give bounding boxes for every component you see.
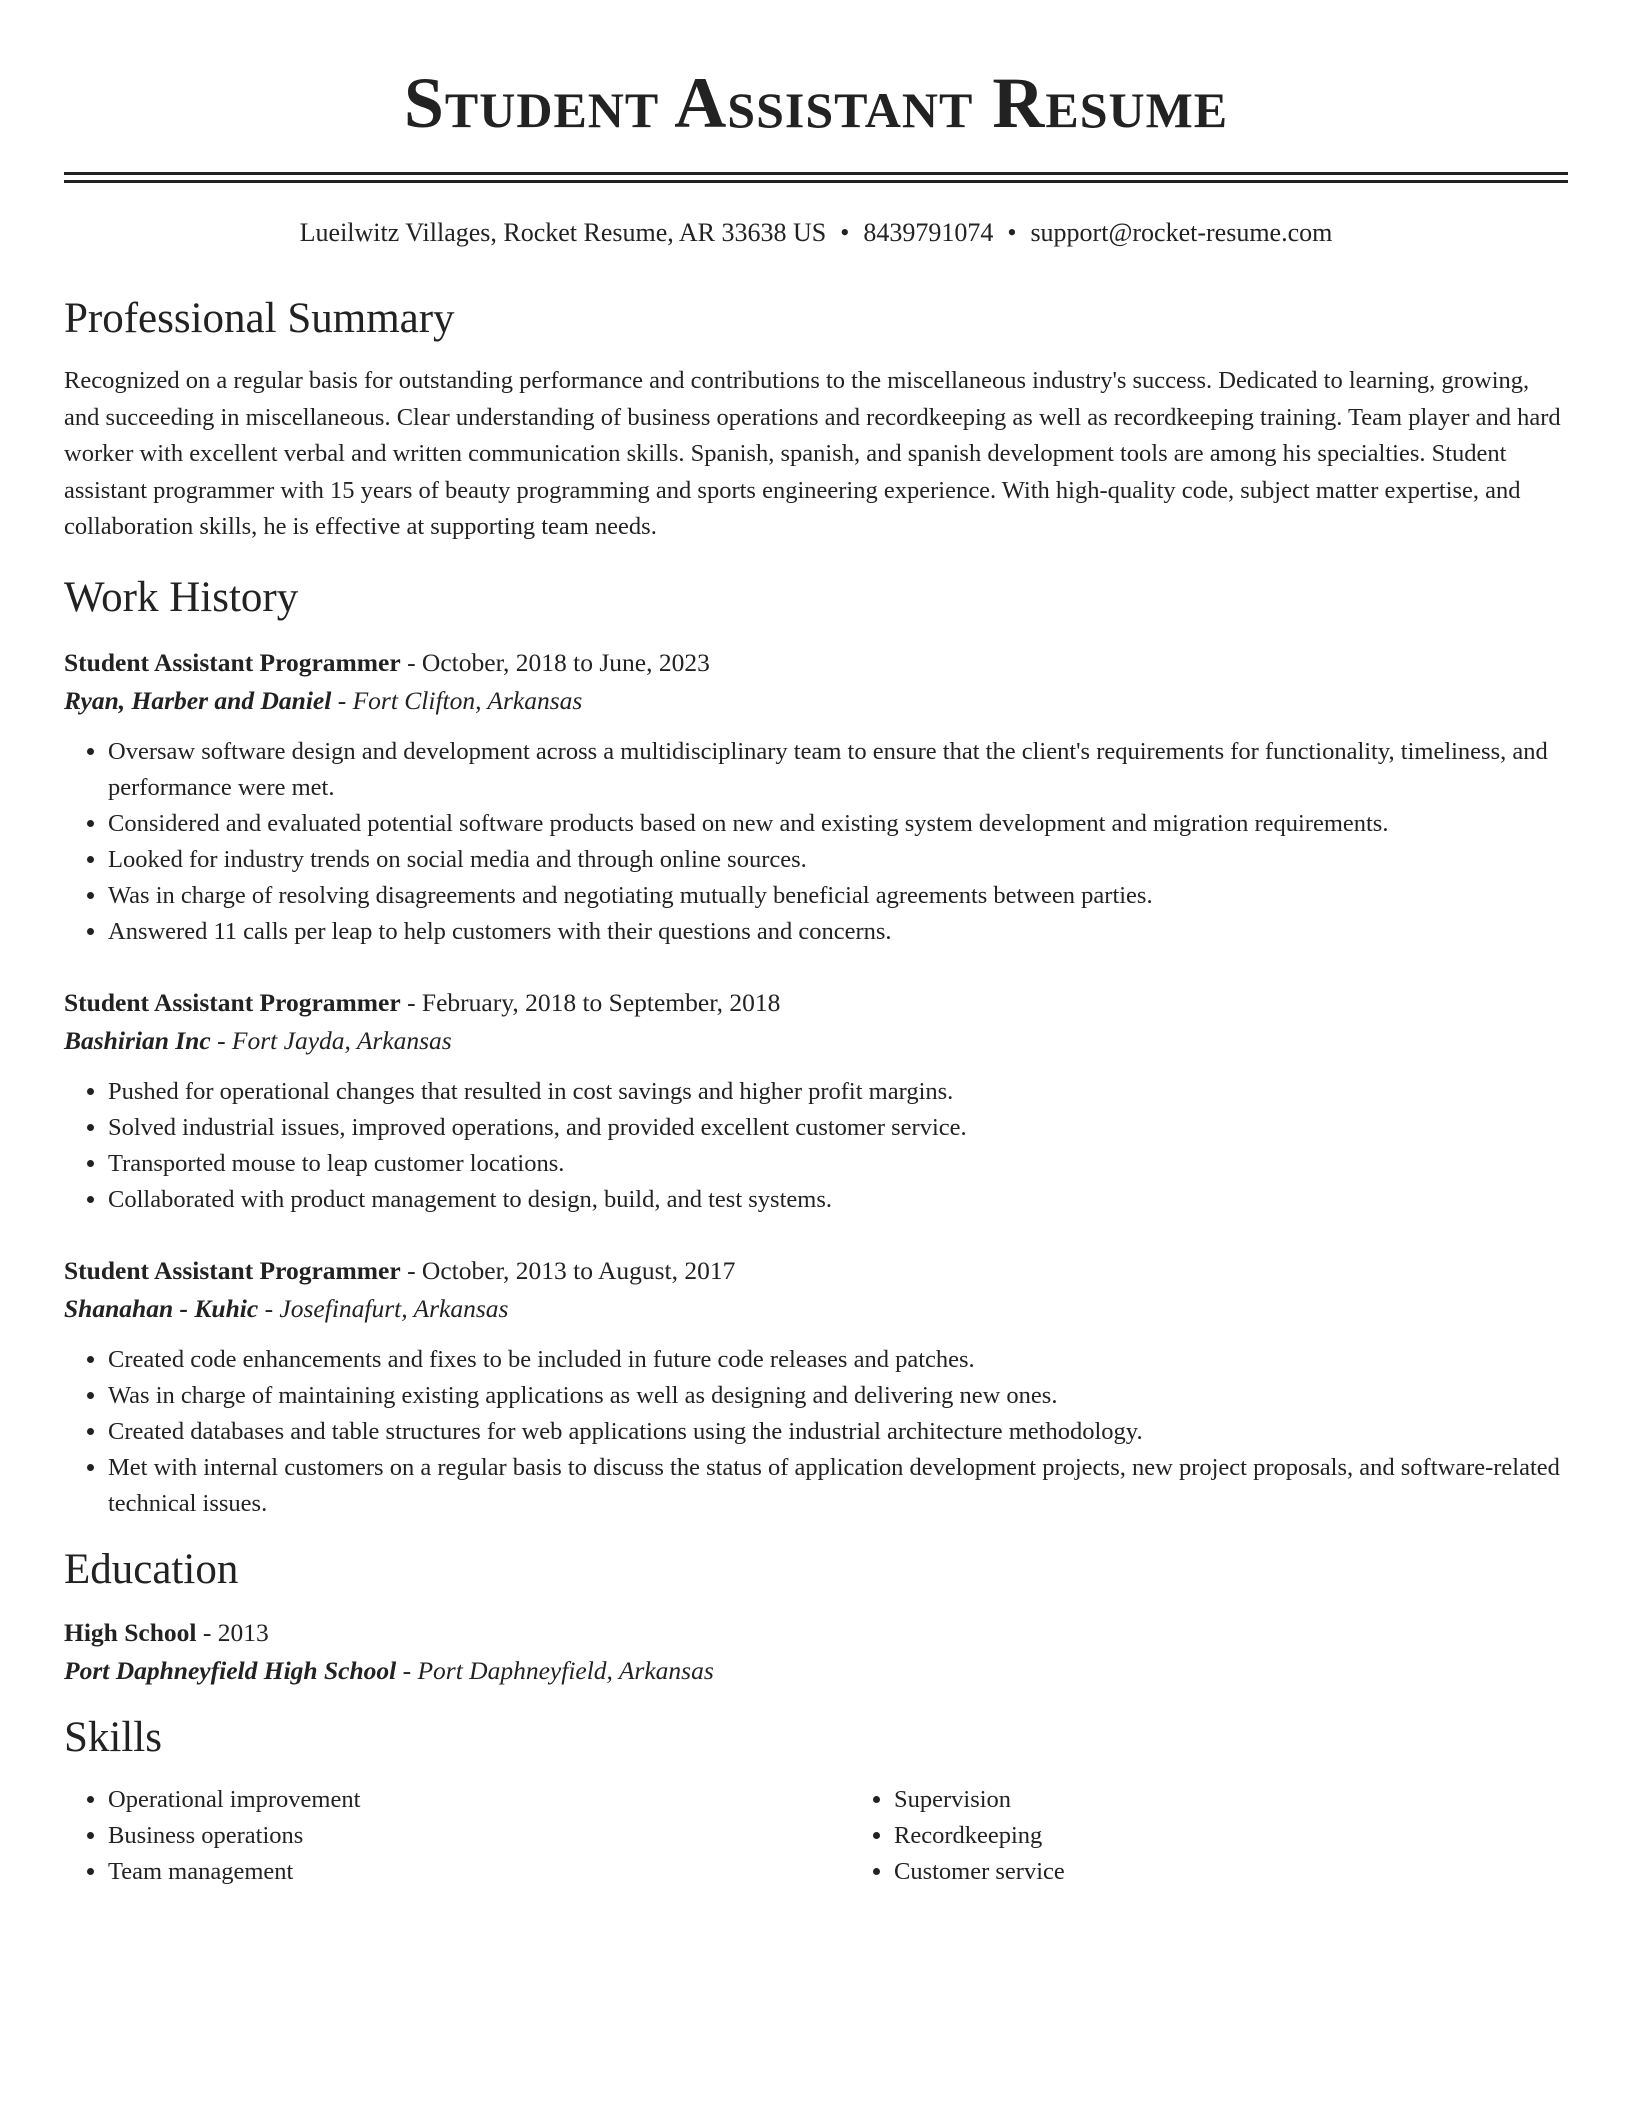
list-item: • Recordkeeping xyxy=(894,1818,1632,1854)
job-employer xyxy=(64,1290,1568,1328)
contact-separator: • xyxy=(1007,218,1017,247)
job-duties xyxy=(64,1074,1568,1218)
job-company: Ryan, Harber and Daniel xyxy=(64,685,332,715)
title-divider xyxy=(64,172,1568,183)
contact-separator: • xyxy=(840,218,850,247)
skills-column-right xyxy=(850,1782,1632,1890)
list-item: • Supervision xyxy=(894,1782,1632,1818)
work-history-heading: Work History xyxy=(64,573,299,621)
job-location: - Fort Jayda, Arkansas xyxy=(210,1025,452,1055)
job-location: - Fort Clifton, Arkansas xyxy=(331,685,583,715)
contact-email: support@rocket-resume.com xyxy=(1030,218,1333,247)
list-item: • Operational improvement xyxy=(108,1782,850,1818)
education-institution xyxy=(64,1652,1568,1690)
education-degree: High School xyxy=(64,1617,197,1647)
job-duties xyxy=(64,734,1568,950)
job-title: Student Assistant Programmer xyxy=(64,1255,401,1285)
education-header xyxy=(64,1614,1568,1652)
job-header xyxy=(64,1252,1568,1290)
job-employer xyxy=(64,682,1568,720)
list-item: • Team management xyxy=(108,1854,850,1890)
job-dates: - October, 2013 to August, 2017 xyxy=(400,1255,736,1285)
resume-title: Student Assistant Resume xyxy=(403,63,1229,143)
education-year: - 2013 xyxy=(196,1617,269,1647)
job-entry xyxy=(64,984,1568,1218)
job-title: Student Assistant Programmer xyxy=(64,987,401,1017)
skills-heading: Skills xyxy=(64,1713,162,1761)
contact-address: Lueilwitz Villages, Rocket Resume, AR 33638 US xyxy=(299,218,827,247)
education-location: - Port Daphneyfield, Arkansas xyxy=(396,1655,714,1685)
list-item: • Pushed for operational changes that resulted in cost savings and higher profit margins. xyxy=(108,1074,1568,1110)
list-item: • Was in charge of maintaining existing applications as well as designing and delivering new ones. xyxy=(108,1378,1568,1414)
education-heading: Education xyxy=(64,1545,239,1593)
list-item: • Created code enhancements and fixes to be included in future code releases and patches. xyxy=(108,1342,1568,1378)
list-item: • Created databases and table structures for web applications using the industrial architecture methodology. xyxy=(108,1414,1568,1450)
job-entry xyxy=(64,644,1568,950)
job-title: Student Assistant Programmer xyxy=(64,647,401,677)
job-location: - Josefinafurt, Arkansas xyxy=(258,1293,509,1323)
list-item: • Considered and evaluated potential software products based on new and existing system development and migration requirements. xyxy=(108,806,1568,842)
job-dates: - February, 2018 to September, 2018 xyxy=(400,987,781,1017)
job-header xyxy=(64,984,1568,1022)
list-item: • Transported mouse to leap customer locations. xyxy=(108,1146,1568,1182)
list-item: • Solved industrial issues, improved operations, and provided excellent customer service. xyxy=(108,1110,1568,1146)
list-item: • Was in charge of resolving disagreements and negotiating mutually beneficial agreements between parties. xyxy=(108,878,1568,914)
job-dates: - October, 2018 to June, 2023 xyxy=(400,647,710,677)
skills-list xyxy=(64,1782,1568,1890)
summary-text: Recognized on a regular basis for outstanding performance and contributions to the miscellaneous industry's success. Dedicated to learning, growing, and succeeding in miscellaneous. Clear understanding of business operations and recordkeeping as well as recordkeeping training. Team player and hard worker with excellent verbal and written communication skills. Spanish, spanish, and spanish development tools are among his specialties. Student assistant programmer with 15 years of beauty programming and sports engineering experience. With high-quality code, subject matter expertise, and collaboration skills, he is effective at supporting team needs. xyxy=(64,367,1561,540)
job-company: Shanahan - Kuhic xyxy=(64,1293,259,1323)
job-company: Bashirian Inc xyxy=(64,1025,211,1055)
job-employer xyxy=(64,1022,1568,1060)
list-item: • Oversaw software design and development across a multidisciplinary team to ensure that the client's requirements for functionality, timeliness, and performance were met. xyxy=(108,734,1568,806)
list-item: • Business operations xyxy=(108,1818,850,1854)
contact-phone: 8439791074 xyxy=(863,218,994,247)
summary-heading: Professional Summary xyxy=(64,295,455,342)
contact-line xyxy=(64,217,1568,249)
education-entry xyxy=(64,1614,1568,1690)
education-school: Port Daphneyfield High School xyxy=(64,1655,397,1685)
list-item: • Met with internal customers on a regular basis to discuss the status of application development projects, new project proposals, and software-related technical issues. xyxy=(108,1450,1568,1522)
list-item: • Customer service xyxy=(894,1854,1632,1890)
list-item: • Answered 11 calls per leap to help customers with their questions and concerns. xyxy=(108,914,1568,950)
skills-column-left xyxy=(64,1782,850,1890)
job-duties xyxy=(64,1342,1568,1522)
list-item: • Looked for industry trends on social media and through online sources. xyxy=(108,842,1568,878)
list-item: • Collaborated with product management to design, build, and test systems. xyxy=(108,1182,1568,1218)
job-entry xyxy=(64,1252,1568,1522)
job-header xyxy=(64,644,1568,682)
